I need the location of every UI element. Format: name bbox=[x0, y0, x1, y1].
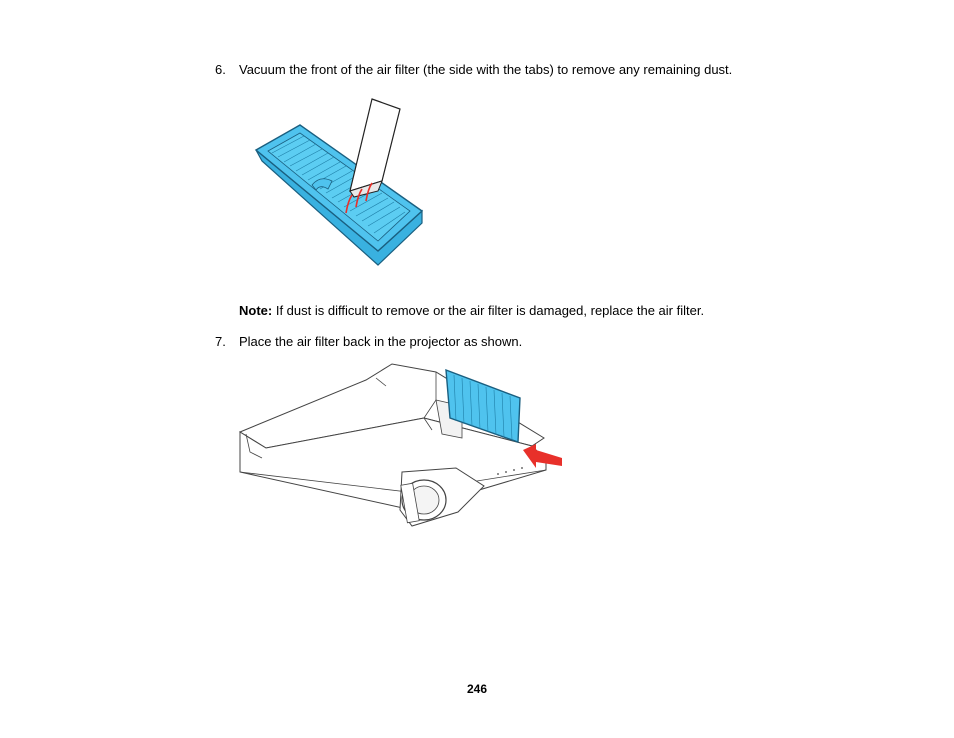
note-text: If dust is difficult to remove or the air filter is damaged, replace the air filter. bbox=[272, 303, 705, 318]
step-7 bbox=[215, 334, 815, 350]
note bbox=[239, 303, 704, 319]
step-6 bbox=[215, 62, 815, 78]
note-label: Note: bbox=[239, 303, 273, 318]
step-text: Vacuum the front of the air filter (the side with the tabs) to remove any remaining dust. bbox=[239, 62, 733, 77]
step-number: 6. bbox=[215, 62, 226, 77]
page-number: 246 bbox=[466, 682, 488, 696]
projector-install-illustration bbox=[236, 360, 566, 532]
step-number: 7. bbox=[215, 334, 226, 349]
vacuum-filter-illustration bbox=[250, 95, 430, 267]
step-text: Place the air filter back in the projector as shown. bbox=[239, 334, 523, 349]
